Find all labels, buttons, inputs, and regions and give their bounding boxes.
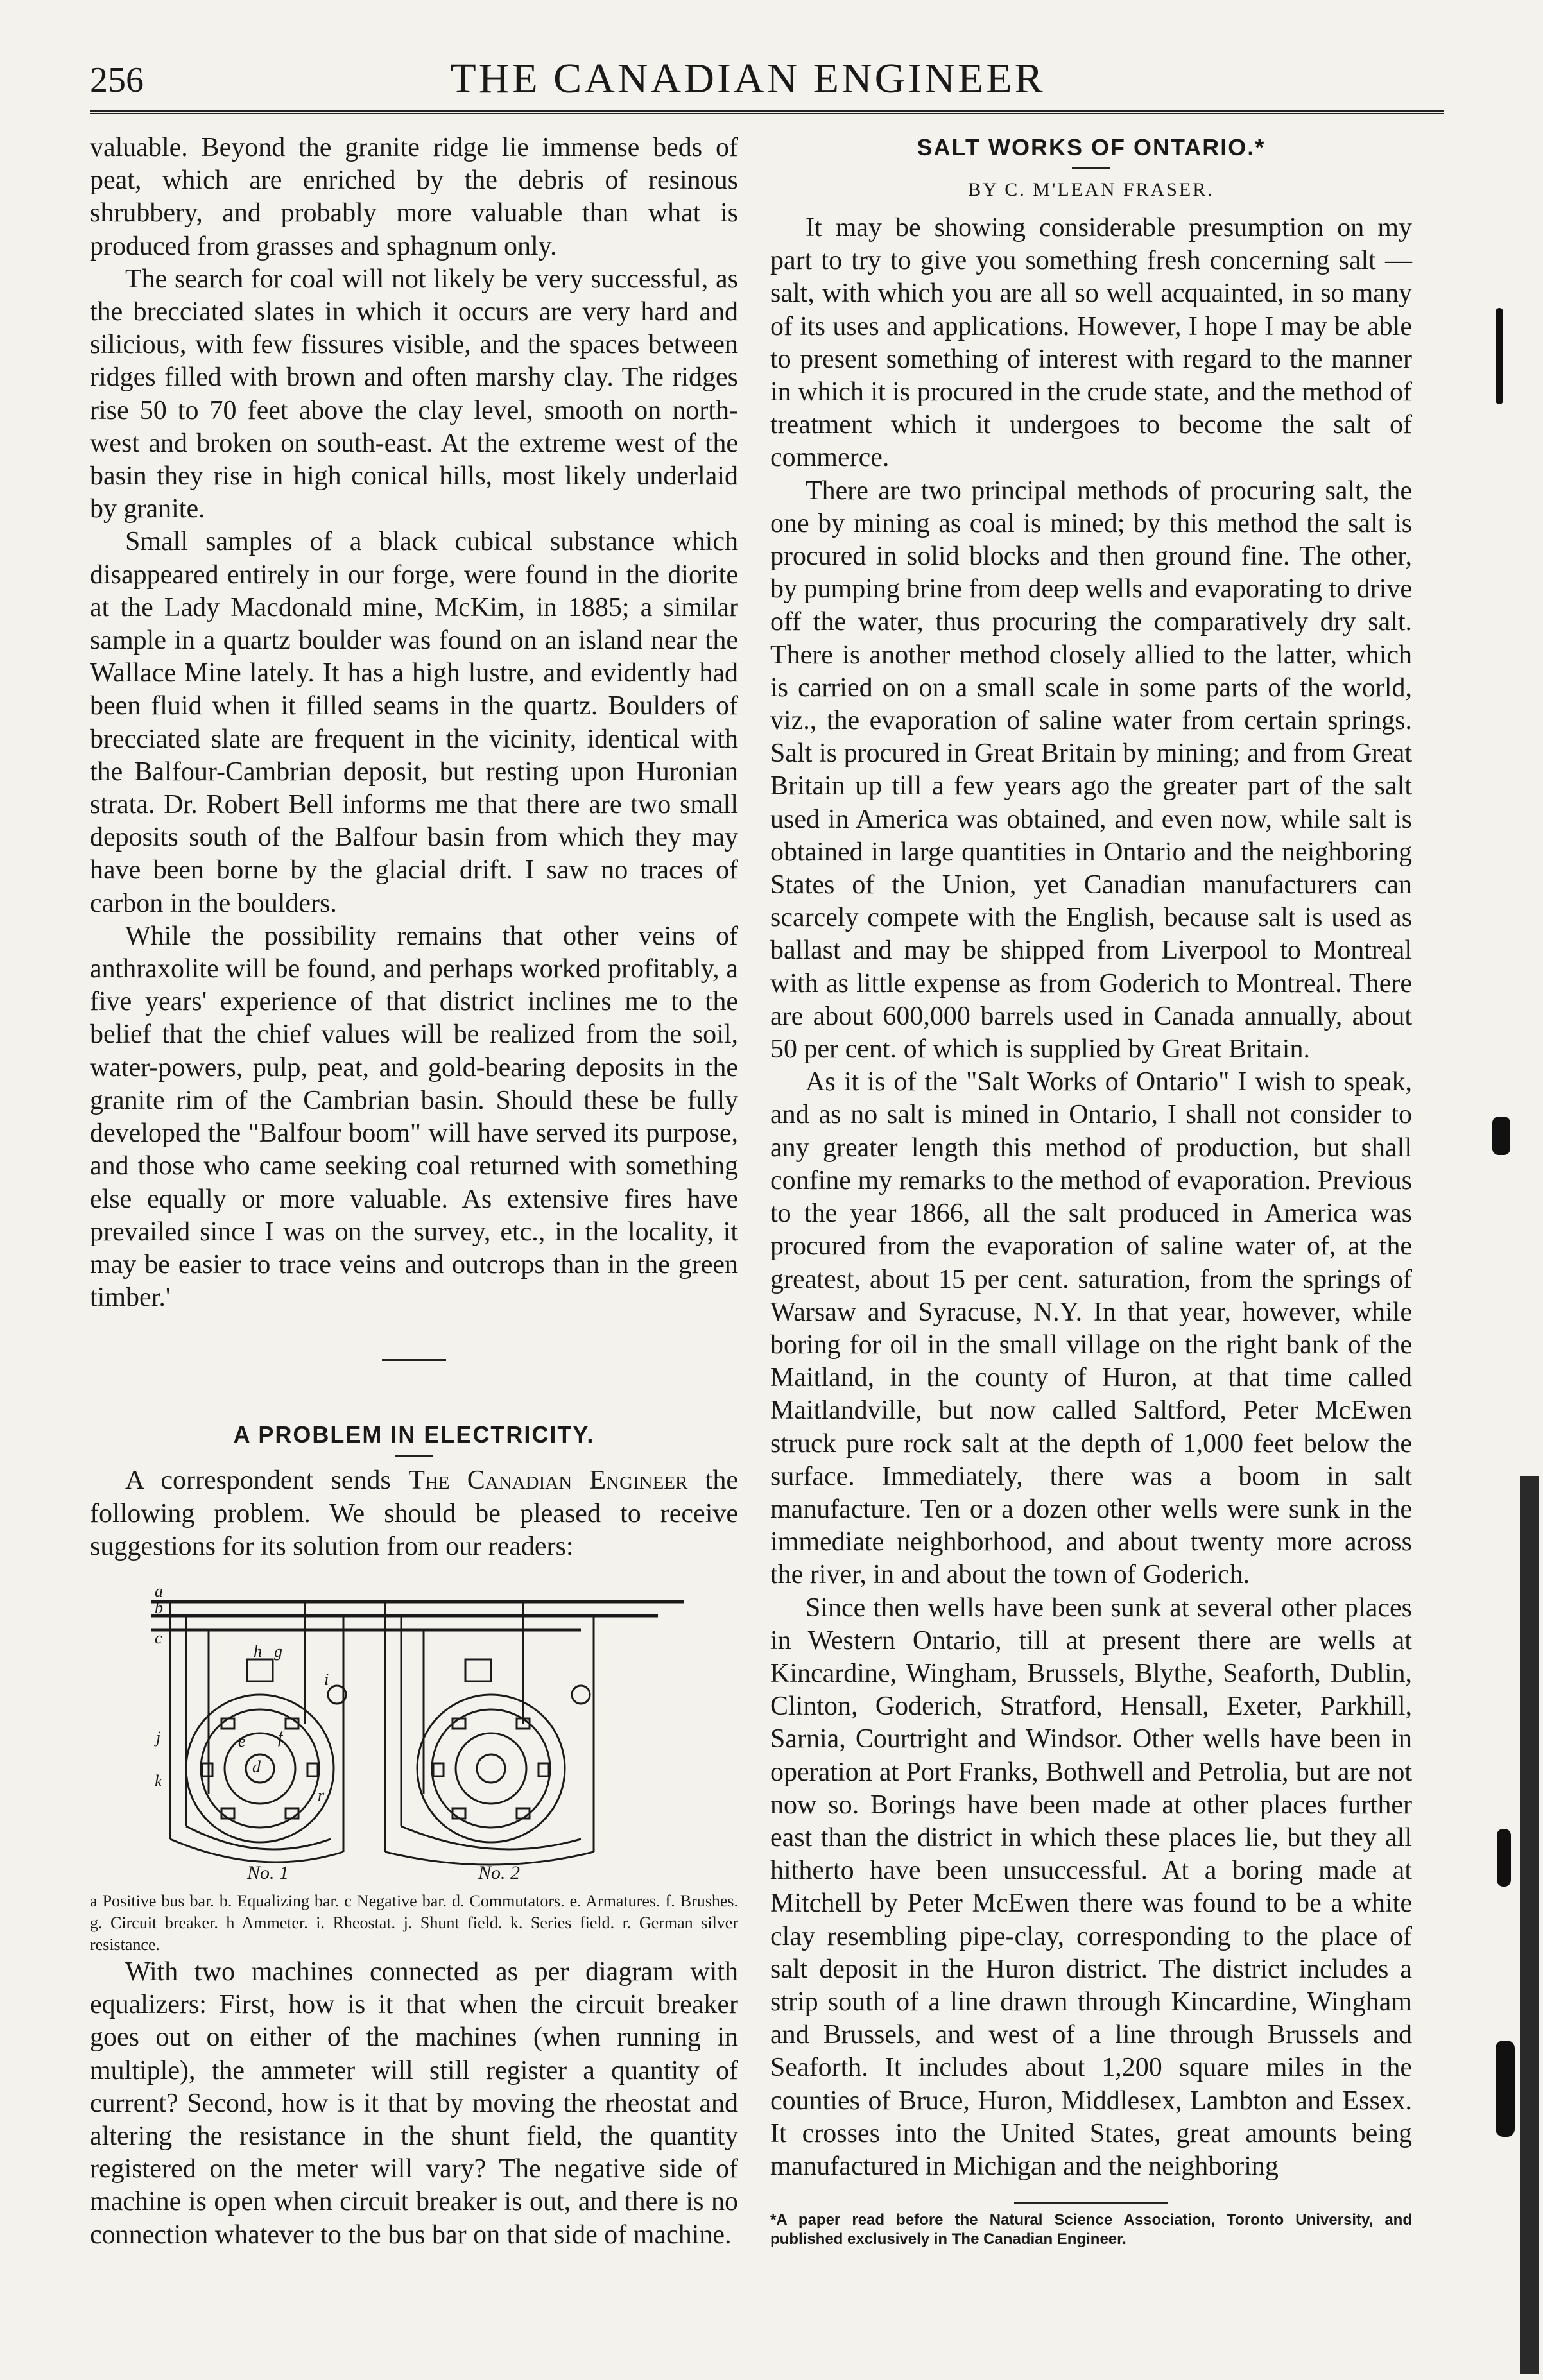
diagram-letter: c xyxy=(155,1628,162,1647)
machine-label-2: No. 2 xyxy=(478,1862,521,1883)
intro-text: the following problem. We should be pleased to receive suggestions for its solution from our readers: xyxy=(90,1466,738,1561)
diagram-letter: k xyxy=(155,1771,162,1790)
article-title: SALT WORKS OF ONTARIO.* xyxy=(917,134,1266,160)
diagram-caption: a Positive bus bar. b. Equalizing bar. c Negative bar. d. Commutators. e. Armatures. f. Brushes. g. Circuit breaker. h Ammeter. i. Rheostat. j. Shunt field. k. Series field. r. German silver resistance. xyxy=(90,1891,738,1954)
paragraph: Since then wells have been sunk at several other places in Western Ontario, till at present there are wells at Kincardine, Wingham, Brussels, Blythe, Seaforth, Dublin, Clinton, Goderich, Stratford, Hensall, Exeter, Parkhill, Sarnia, Courtright and Windsor. Other wells have been in operation at Port Franks, Bothwell and Petrolia, but are not now so. Borings have been made at other places further east than the district in which these places lie, but they all hitherto have been unsuccessful. At a boring made at Mitchell by Peter McEwen there was found to be a white clay resembling pipe-clay, corresponding to the place of salt deposit in the Huron district. The district includes a strip south of a line drawn through Kincardine, Wingham and Brussels, and west of a line through Brussels and Seaforth. It includes about 1,200 square miles in the counties of Bruce, Huron, Middlesex, Lambton and Essex. It crosses into the United States, great amounts being manufactured in Michigan and the neighboring xyxy=(770,1593,1412,2181)
paragraph: With two machines connected as per diagram with equalizers: First, how is it that when the circuit breaker goes out on either of the machines (when running in multiple), the ammeter will still register a quantity of current? Second, how is it that by moving the rheostat and altering the resistance in the shunt field, the quantity registered on the meter will vary? The negative side of machine is open when circuit breaker is out, and there is no connection whatever to the bus bar on that side of machine. xyxy=(90,1956,738,2250)
page-header xyxy=(90,55,1406,112)
commutator-2 xyxy=(477,1754,505,1783)
intro-text: A correspondent sends xyxy=(125,1466,409,1496)
diagram-letter: h xyxy=(254,1641,262,1661)
ammeter-1 xyxy=(247,1659,273,1681)
paragraph: Small samples of a black cubical substance which disappeared entirely in our forge, were found in the diorite at the Lady Macdonald mine, McKim, in 1885; a similar sample in a quartz boulder was found on an island near the Wallace Mine lately. It has a high lustre, and evidently had been fluid when it filled seams in the quartz. Boulders of brecciated slate are frequent in the vicinity, identical with the Balfour-Cambrian deposit, but resting upon Huronian strata. Dr. Robert Bell informs me that there are two small deposits south of the Balfour basin from which they may have been borne by the glacial drift. I saw no traces of carbon in the boulders. xyxy=(90,527,738,918)
paragraph: There are two principal methods of procuring salt, the one by mining as coal is mined; by this method the salt is procured in solid blocks and then ground fine. The other, by pumping brine from deep wells and evaporating to drive off the water, thus procuring the comparatively dry salt. There is another method closely allied to the latter, which is carried on on a small scale in some parts of the world, viz., the evaporation of saline water from certain springs. Salt is procured in Great Britain by mining; and from Great Britain up till a few years ago the greater part of the salt used in America was obtained, and even now, while salt is obtained in large quantities in Ontario and the neighboring States of the Union, yet Canadian manufacturers can scarcely compete with the English, because salt is used as ballast and may be shipped from Liverpool to Montreal with as little expense as from Goderich to Montreal. There are about 600,000 barrels used in Canada annually, about 50 per cent. of which is supplied by Great Britain. xyxy=(770,475,1412,1065)
footnote-rule xyxy=(1014,2202,1168,2204)
rheostat-2 xyxy=(572,1686,590,1704)
title-divider xyxy=(1072,167,1110,169)
right-column xyxy=(770,132,1412,2249)
left-column xyxy=(90,132,738,2252)
header-rule xyxy=(90,110,1444,114)
ammeter-2 xyxy=(465,1659,491,1681)
field-ring-2 xyxy=(417,1695,565,1842)
journal-name: The Canadian Engineer xyxy=(408,1466,688,1496)
diagram-letter: g xyxy=(274,1641,282,1661)
footnote: *A paper read before the Natural Science Association, Toronto University, and published exclusively in The Canadian Engineer. xyxy=(770,2211,1412,2248)
armature-2 xyxy=(456,1733,526,1804)
paragraph: It may be showing considerable presumption on my part to try to give you something fresh concerning salt —salt, with which you are all so well acquainted, in so many of its uses and applications. However, I hope I may be able to present something of interest with regard to the manner in which it is procured in the crude state, and the method of treatment which it undergoes to become the salt of commerce. xyxy=(770,213,1412,473)
dynamo-wiring-diagram xyxy=(132,1582,696,1884)
paragraph: The search for coal will not likely be very successful, as the brecciated slates in which it occurs are very hard and silicious, with few fissures visible, and the spaces between ridges filled with brown and often marshy clay. The ridges rise 50 to 70 feet above the clay level, smooth on north-west and broken on south-east. At the extreme west of the basin they rise in high conical hills, most likely underlaid by granite. xyxy=(90,264,738,524)
paragraph: While the possibility remains that other veins of anthraxolite will be found, and perhaps worked profitably, a five years' experience of that district inclines me to the belief that the chief values will be realized from the soil, water-powers, pulp, peat, and gold-bearing deposits in the granite rim of the Cambrian basin. Should these be fully developed the "Balfour boom" will have served its purpose, and those who came seeking coal returned with something else equally or more valuable. As extensive fires have prevailed since I was on the survey, etc., in the locality, it may be easier to trace veins and outcrops than in the green timber.' xyxy=(90,921,738,1313)
problem-intro xyxy=(90,1464,738,1563)
title-divider xyxy=(395,1455,433,1457)
page-edge xyxy=(1520,1476,1539,2374)
diagram-letter: e xyxy=(238,1731,246,1751)
problem-title: A PROBLEM IN ELECTRICITY. xyxy=(233,1421,595,1448)
diagram-letter: f xyxy=(278,1727,283,1747)
margin-mark xyxy=(1496,2041,1515,2137)
paragraph: As it is of the "Salt Works of Ontario" I wish to speak, and as no salt is mined in Ontario, I shall not consider to any greater length this method of production, but shall confine my remarks to the method of evaporation. Previous to the year 1866, all the salt produced in America was procured from the evaporation of saline water of, at the greatest, about 15 per cent. saturation, from the springs of Warsaw and Syracuse, N.Y. In that year, however, while boring for oil in the small village on the right bank of the Maitland, in the county of Huron, at that time called Maitlandville, but now called Saltford, Peter McEwen struck pure rock salt at the depth of 1,000 feet below the surface. Immediately, there was a boom in salt manufacture. Ten or a dozen other wells were sunk in the immediate neighborhood, and about twenty more across the river, in and about the town of Goderich. xyxy=(770,1067,1412,1590)
running-title: THE CANADIAN ENGINEER xyxy=(450,55,1046,102)
section-divider xyxy=(382,1359,446,1361)
diagram-letter: r xyxy=(318,1785,325,1804)
diagram-letter: b xyxy=(155,1598,163,1617)
paragraph: valuable. Beyond the granite ridge lie immense beds of peat, which are enriched by the debris of resinous shrubbery, and probably more valuable than what is produced from grasses and sphagnum only. xyxy=(90,133,738,261)
diagram-letter: d xyxy=(252,1757,261,1776)
page-number: 256 xyxy=(90,60,144,100)
margin-mark xyxy=(1497,1829,1511,1887)
margin-mark xyxy=(1496,308,1503,404)
byline: BY C. M'LEAN FRASER. xyxy=(968,179,1214,200)
diagram-letter: i xyxy=(324,1670,329,1689)
diagram-letter: a xyxy=(155,1582,163,1600)
machine-label-1: No. 1 xyxy=(247,1862,289,1883)
margin-mark xyxy=(1492,1117,1510,1155)
diagram-letter: j xyxy=(156,1727,161,1747)
